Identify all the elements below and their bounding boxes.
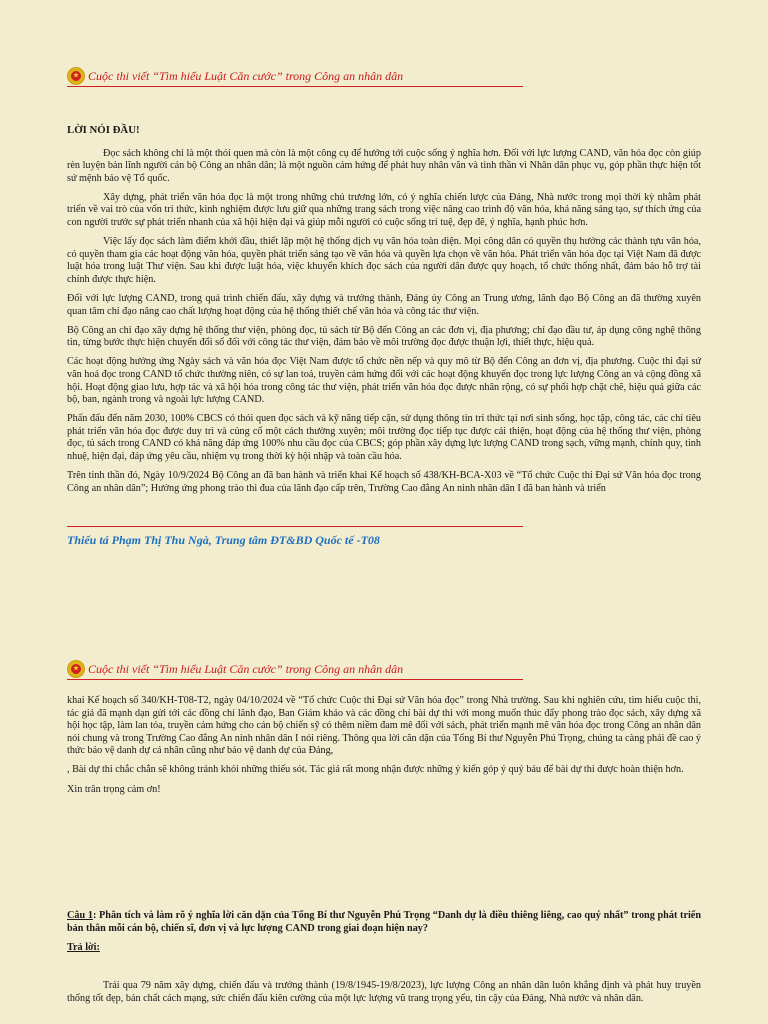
paragraph: khai Kế hoạch số 340/KH-T08-T2, ngày 04/10/2024 về “Tổ chức Cuộc thi Đại sứ Văn hóa đọc” trong Nhà trường. Sau khi nghiên cứu, tìm hiểu cuộc thi, tác giả đã mạnh dạn gửi tới các đồng chí lãnh đạo, Ban Giám khảo và các đồng chí bài dự thi với mong muốn thúc đẩy phong trào đọc sách, xây dựng xã hội học tập, làm lan tỏa, truyền cảm hứng cho cán bộ chiến sỹ có thêm niềm đam mê đối với sách, phát triển mạnh mẽ văn hóa đọc trong Công an nhân dân nói chung và trong Trường Cao đẳng An ninh nhân dân I nói riêng. Thông qua lời căn dặn của Tổng Bí thư Nguyễn Phú Trọng, chúng ta càng phải đề cao ý thức bảo vệ danh dự cá nhân cũng như bảo vệ danh dự của Đảng, [67, 695, 701, 757]
paragraph: Xin trân trọng cảm ơn! [67, 783, 161, 795]
paragraph: Bộ Công an chỉ đạo xây dựng hệ thống thư viện, phòng đọc, tủ sách từ Bộ đến Công an các đơn vị, địa phương; chỉ đạo đầu tư, áp dụng công nghệ thông tin, từng bước thực hiện chuyển đổi số đối với công tác thư viện, đảm bảo về môi trường đọc được thuận lợi, thiết thực, hiệu quả. [67, 324, 701, 349]
answer-label: Trả lời: [67, 941, 100, 953]
document-page-2 [0, 588, 768, 1024]
page-header [67, 66, 523, 87]
paragraph: Các hoạt động hưởng ứng Ngày sách và văn hóa đọc Việt Nam được tổ chức nền nếp và quy mô từ Bộ đến Công an đơn vị, địa phương. Cuộc thi đại sứ văn hoá đọc trong CAND tổ chức thường niên, có sự lan toả, truyền cảm hứng đối với các hoạt động khuyến đọc trong lực lượng Công an và cộng đồng xã hội. Hoạt động giao lưu, hợp tác và xã hội hóa trong công tác thư viện, phát triển văn hóa đọc được nhân rộng, có sự phối hợp chặt chẽ, hiệu quả giữa các bộ, ban, ngành trong và ngoài lực lượng CAND. [67, 356, 701, 406]
preface-heading: LỜI NÓI ĐẦU! [67, 124, 140, 136]
paragraph: , Bài dự thi chắc chắn sẽ không tránh khỏi những thiếu sót. Tác giả rất mong nhận được những ý kiến góp ý quý báu để bài dự thi được hoàn thiện hơn. [67, 764, 684, 776]
header-title: Cuộc thi viết “Tìm hiểu Luật Căn cước” trong Công an nhân dân [88, 661, 404, 676]
page-header [67, 659, 523, 680]
question-block [67, 910, 701, 961]
question-label: Câu 1 [67, 910, 93, 921]
police-emblem-icon [67, 660, 85, 678]
page-2-body [67, 695, 701, 803]
paragraph: Đối với lực lượng CAND, trong quá trình chiến đấu, xây dựng và trưởng thành, Đảng ủy Công an Trung ương, lãnh đạo Bộ Công an đã thường xuyên quan tâm chỉ đạo nâng cao chất lượng hoạt động của hệ thống thiết chế văn hóa và công tác thư viện. [67, 293, 701, 317]
paragraph: Trên tinh thần đó, Ngày 10/9/2024 Bộ Công an đã ban hành và triển khai Kế hoạch số 438/KH-BCA-X03 về “Tổ chức Cuộc thi Đại sứ Văn hóa đọc trong Công an nhân dân”; Hưởng ứng phong trào thi đua của lãnh đạo cấp trên, Trường Cao đẳng An ninh nhân dân I đã ban hành và triển [67, 470, 701, 494]
page-gap [0, 558, 768, 588]
paragraph: Xây dựng, phát triển văn hóa đọc là một trong những chủ trương lớn, có ý nghĩa chiến lược của Đảng, Nhà nước trong mọi thời kỳ nhằm phát triển về vai trò của vốn tri thức, kinh nghiệm được lưu giữ qua những trang sách trong việc nâng cao trình độ văn hóa, khả năng sáng tạo, sự thích ứng của con người trước sự phát triển nhanh của xã hội hiện đại và giúp mỗi người có cuộc sống trí tuệ, đẹp đẽ, ý nghĩa, hạnh phúc hơn. [67, 191, 701, 229]
answer-block [67, 980, 701, 1012]
paragraph: Phấn đấu đến năm 2030, 100% CBCS có thói quen đọc sách và kỹ năng tiếp cận, sử dụng thông tin tri thức tại nơi sinh sống, học tập, công tác, các chỉ tiêu phát triển văn hóa đọc được duy trì và củng cố một cách thường xuyên; môi trường đọc tiếp tục được cải thiện, hoạt động của hệ thống thư viện, phòng đọc, tủ sách trong CAND có khả năng đáp ứng 100% nhu cầu đọc của CBCS; góp phần xây dựng lực lượng CAND trong sạch, vững mạnh, chính quy, tinh nhuệ, hiện đại, đáp ứng yêu cầu, nhiệm vụ trong thời kỳ hội nhập và toàn cầu hóa. [67, 413, 701, 463]
answer-paragraph: Trải qua 79 năm xây dựng, chiến đấu và trưởng thành (19/8/1945-19/8/2023), lực lượng Công an nhân dân luôn khẳng định và phát huy truyền thống tốt đẹp, bản chất cách mạng, sức chiến đấu kiên cường của một lực lượng vũ trang trọng yếu, tin cậy của Đảng, Nhà nước và nhân dân. [67, 980, 701, 1004]
police-emblem-icon [67, 67, 85, 85]
question-text: : Phân tích và làm rõ ý nghĩa lời căn dặn của Tổng Bí thư Nguyễn Phú Trọng “Danh dự là điều thiêng liêng, cao quý nhất” trong phát triển bản thân mỗi cán bộ, chiến sĩ, đơn vị và lực lượng CAND trong giai đoạn hiện nay? [67, 910, 701, 934]
paragraph: Đọc sách không chỉ là một thói quen mà còn là một công cụ để hướng tới cuộc sống ý nghĩa hơn. Đối với lực lượng CAND, văn hóa đọc còn giúp rèn luyện bản lĩnh người cán bộ Công an nhân dân; là một nguồn cảm hứng để phát huy nhân văn và tinh thần vì Nhân dân phục vụ, góp phần thực hiện tốt sứ mệnh bảo vệ Tổ quốc. [67, 147, 701, 184]
question-1 [67, 910, 701, 935]
paragraph: Việc lấy đọc sách làm điểm khởi đầu, thiết lập một hệ thống dịch vụ văn hóa toàn diện. Mọi công dân có quyền thụ hưởng các thành tựu văn hóa, có quyền tham gia các hoạt động văn hóa, quyền phát triển sáng tạo về văn hóa và quyền lựa chọn về văn hóa. Phát triển văn hóa đọc tại Việt Nam đã được luật hóa trong luật Thư viện. Sau khi được luật hóa, việc khuyến khích đọc sách của người dân được quy hoạch, tổ chức thống nhất, đảm bảo hỗ trợ tài chính được thực hiện. [67, 236, 701, 285]
footer-author-signature: Thiếu tá Phạm Thị Thu Ngà, Trung tâm ĐT&BD Quốc tế -T08 [67, 526, 523, 548]
page-1-body [67, 124, 701, 502]
header-title: Cuộc thi viết “Tìm hiểu Luật Căn cước” trong Công an nhân dân [88, 68, 404, 83]
